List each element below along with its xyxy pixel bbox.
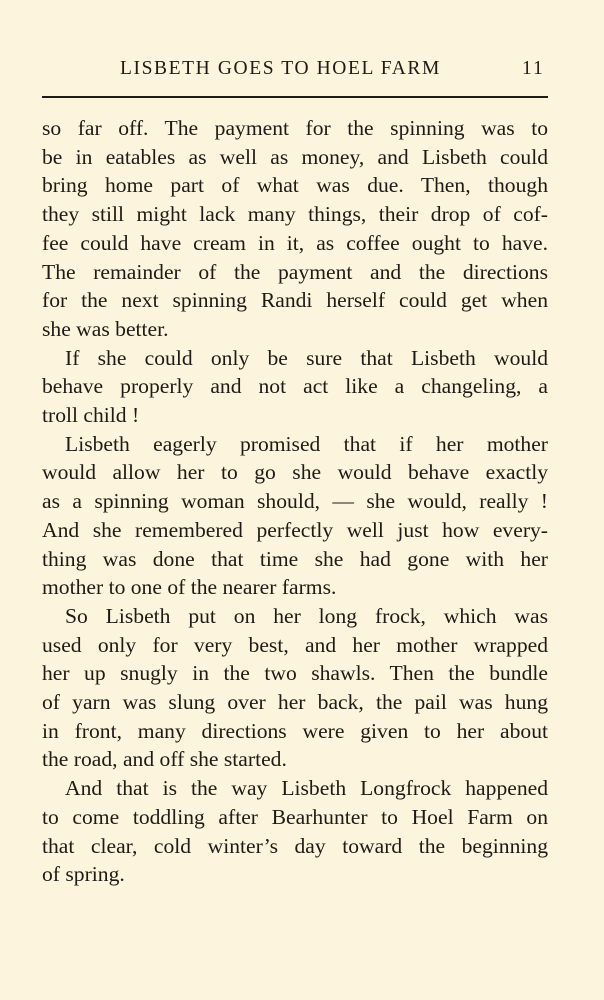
text-line: And that is the way Lisbeth Longfrock happened bbox=[65, 776, 548, 801]
page-number: 11 bbox=[522, 58, 545, 79]
text-line: troll child ! bbox=[42, 403, 140, 428]
text-line: they still might lack many things, their drop of cof- bbox=[42, 202, 548, 227]
text-line: thing was done that time she had gone with her bbox=[42, 546, 548, 571]
text-line: If she could only be sure that Lisbeth would bbox=[65, 345, 548, 370]
text-line: in front, many directions were given to her about bbox=[42, 718, 548, 743]
paragraph bbox=[42, 602, 548, 774]
text-line: used only for very best, and her mother wrapped bbox=[42, 632, 548, 657]
text-line: be in eatables as well as money, and Lisbeth could bbox=[42, 144, 548, 169]
text-line: The remainder of the payment and the directions bbox=[42, 259, 548, 284]
text-line: mother to one of the nearer farms. bbox=[42, 575, 337, 600]
running-title: LISBETH GOES TO HOEL FARM bbox=[120, 58, 441, 79]
paragraph bbox=[42, 344, 548, 430]
text-line: fee could have cream in it, as coffee ought to have. bbox=[42, 230, 548, 255]
text-line: the road, and off she started. bbox=[42, 747, 287, 772]
text-line: And she remembered perfectly well just how every- bbox=[42, 517, 548, 542]
text-line: of yarn was slung over her back, the pail was hung bbox=[42, 690, 548, 715]
text-line: would allow her to go she would behave exactly bbox=[42, 460, 548, 485]
text-line: so far off. The payment for the spinning was to bbox=[42, 116, 548, 140]
paragraph bbox=[42, 430, 548, 602]
text-line: for the next spinning Randi herself could get when bbox=[42, 288, 548, 313]
text-line: Lisbeth eagerly promised that if her mother bbox=[65, 431, 548, 456]
text-line: as a spinning woman should, — she would, really ! bbox=[42, 489, 548, 514]
body-text bbox=[42, 114, 548, 889]
paragraph bbox=[42, 774, 548, 889]
text-line: behave properly and not act like a changeling, a bbox=[42, 374, 548, 399]
text-line: her up snugly in the two shawls. Then the bundle bbox=[42, 661, 548, 686]
text-line: So Lisbeth put on her long frock, which was bbox=[65, 603, 548, 628]
text-line: bring home part of what was due. Then, though bbox=[42, 173, 548, 198]
header-rule bbox=[42, 96, 548, 98]
text-line: she was better. bbox=[42, 316, 169, 341]
text-line: to come toddling after Bearhunter to Hoel Farm on bbox=[42, 804, 548, 829]
paragraph bbox=[42, 114, 548, 344]
text-line: that clear, cold winter’s day toward the beginning bbox=[42, 833, 548, 858]
text-line: of spring. bbox=[42, 862, 125, 887]
running-head bbox=[0, 58, 604, 84]
